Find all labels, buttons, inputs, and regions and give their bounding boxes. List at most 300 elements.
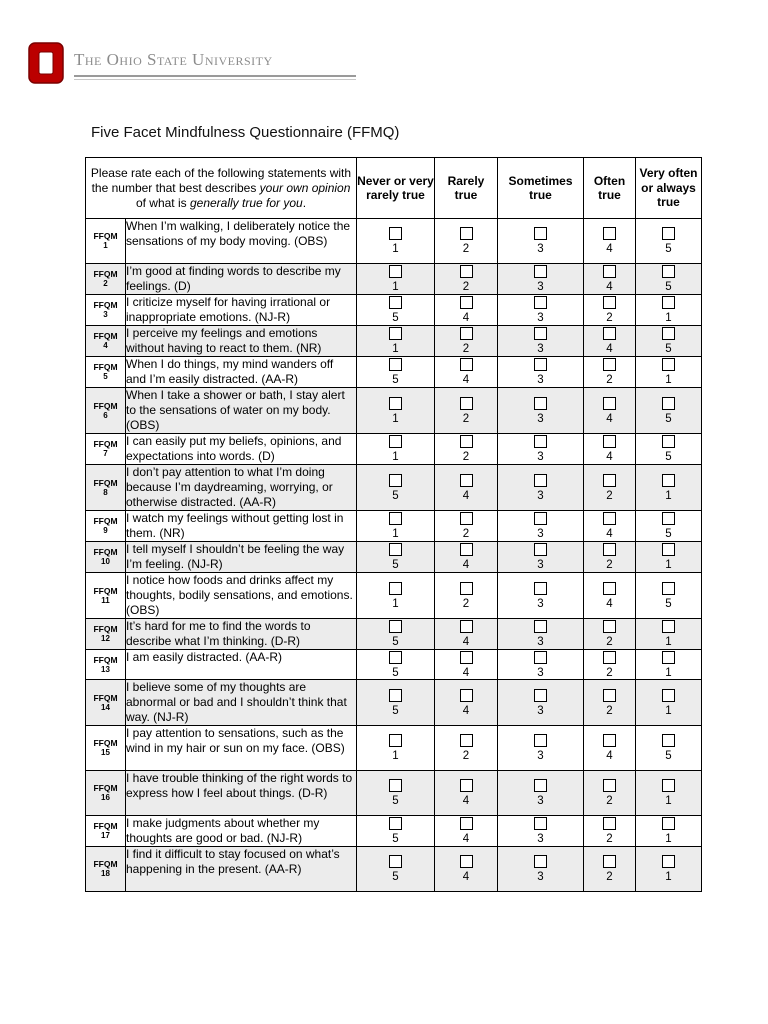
rating-checkbox[interactable] [603,543,616,556]
rating-option [636,816,702,847]
rating-option [435,434,498,465]
rating-checkbox[interactable] [460,855,473,868]
rating-checkbox[interactable] [534,327,547,340]
item-statement: I perceive my feelings and emotions without having to react to them. (NR) [126,326,357,357]
rating-checkbox[interactable] [603,296,616,309]
item-statement: When I take a shower or bath, I stay alert to the sensations of water on my body. (OBS) [126,388,357,434]
rating-checkbox[interactable] [460,620,473,633]
rating-value: 2 [462,281,470,293]
rating-option [636,295,702,326]
rating-value: 1 [665,833,672,845]
rating-checkbox[interactable] [603,397,616,410]
rating-checkbox[interactable] [389,435,402,448]
university-name: The Ohio State University [74,50,273,69]
rating-value: 1 [392,750,399,762]
rating-option [357,219,435,264]
rating-value: 2 [606,833,613,845]
rating-checkbox[interactable] [460,474,473,487]
rating-checkbox[interactable] [460,689,473,702]
rating-option [584,326,636,357]
rating-value: 3 [537,559,544,571]
rating-option [357,542,435,573]
question-row [86,511,702,542]
item-number: 7 [103,449,108,458]
rating-checkbox[interactable] [534,358,547,371]
rating-checkbox[interactable] [662,779,675,792]
rating-checkbox[interactable] [389,227,402,240]
rating-checkbox[interactable] [662,512,675,525]
item-number: 8 [103,487,108,497]
item-code [86,434,126,465]
rating-option [636,619,702,650]
rating-option [636,219,702,264]
rating-checkbox[interactable] [662,620,675,633]
column-header-never: Never or very rarely true [357,158,435,219]
rating-value: 5 [392,795,399,807]
rating-checkbox[interactable] [389,855,402,868]
item-number: 10 [101,557,110,566]
rating-option [357,295,435,326]
rating-option [435,726,498,771]
rating-checkbox[interactable] [662,651,675,664]
rating-value: 1 [392,243,399,255]
rating-checkbox[interactable] [662,543,675,556]
rating-option [498,388,584,434]
rating-checkbox[interactable] [662,296,675,309]
rating-value: 4 [606,343,613,355]
rating-value: 2 [606,312,613,324]
rating-value: 3 [537,750,544,762]
rating-checkbox[interactable] [534,855,547,868]
rating-option [584,771,636,816]
rating-option [584,511,636,542]
item-code-label: FFQM [93,692,118,703]
rating-checkbox[interactable] [460,227,473,240]
item-statement: I make judgments about whether my thoughts are good or bad. (NJ-R) [126,816,357,847]
rating-checkbox[interactable] [460,779,473,792]
rating-option [584,434,636,465]
rating-option [498,619,584,650]
rating-option [357,619,435,650]
item-number: 12 [101,634,110,643]
rating-checkbox[interactable] [389,651,402,664]
rating-value: 4 [462,374,470,386]
rating-checkbox[interactable] [534,435,547,448]
rating-option [435,295,498,326]
rating-value: 3 [537,636,544,648]
rating-option [498,511,584,542]
item-number: 1 [103,241,108,250]
item-code [86,295,126,326]
rating-checkbox[interactable] [389,358,402,371]
question-row [86,264,702,295]
rating-checkbox[interactable] [534,227,547,240]
rating-option [498,326,584,357]
rating-checkbox[interactable] [389,582,402,595]
rating-checkbox[interactable] [534,734,547,747]
rating-value: 3 [537,412,544,425]
rating-option [584,680,636,726]
item-code [86,726,126,771]
rating-value: 2 [462,243,470,255]
rating-value: 2 [606,374,613,386]
rating-value: 3 [537,871,544,883]
rating-option [498,816,584,847]
rating-value: 5 [392,704,399,717]
rating-option [498,434,584,465]
rating-value: 1 [665,636,672,648]
item-number: 11 [101,595,110,605]
rating-option [636,326,702,357]
rating-checkbox[interactable] [389,779,402,792]
header-rule [74,75,356,77]
rating-option [357,816,435,847]
rating-checkbox[interactable] [389,512,402,525]
rating-checkbox[interactable] [389,543,402,556]
rating-option [357,726,435,771]
rating-option [584,573,636,619]
rating-value: 4 [606,528,613,540]
rating-value: 2 [462,412,470,425]
item-code [86,219,126,264]
question-row [86,573,702,619]
rating-option [636,465,702,511]
rating-checkbox[interactable] [603,474,616,487]
rating-value: 2 [606,795,613,807]
rating-option [498,650,584,680]
rating-value: 1 [665,312,672,324]
item-code [86,573,126,619]
item-statement: I pay attention to sensations, such as the wind in my hair or sun on my face. (OBS) [126,726,357,771]
rating-checkbox[interactable] [534,779,547,792]
instructions-emphasis-1: your own opinion [259,180,351,195]
rating-checkbox[interactable] [662,855,675,868]
rating-checkbox[interactable] [389,296,402,309]
rating-value: 2 [462,750,470,762]
rating-option [584,726,636,771]
rating-checkbox[interactable] [603,435,616,448]
item-code-label: FFQM [93,231,118,241]
rating-value: 4 [606,412,613,425]
rating-checkbox[interactable] [534,397,547,410]
rating-value: 4 [462,795,470,807]
rating-checkbox[interactable] [389,265,402,278]
rating-option [636,264,702,295]
item-number: 16 [101,793,110,802]
instructions-text-3: . [302,195,307,210]
rating-option [435,847,498,892]
item-statement: I can easily put my beliefs, opinions, and expectations into words. (D) [126,434,357,465]
rating-option [636,771,702,816]
rating-option [435,680,498,726]
item-code-label: FFQM [93,269,118,279]
rating-checkbox[interactable] [389,620,402,633]
rating-checkbox[interactable] [603,817,616,830]
rating-checkbox[interactable] [603,327,616,340]
rating-value: 2 [606,704,613,717]
rating-checkbox[interactable] [534,512,547,525]
rating-checkbox[interactable] [460,582,473,595]
rating-value: 2 [606,489,613,502]
item-code-label: FFQM [93,516,118,526]
rating-option [636,388,702,434]
rating-checkbox[interactable] [603,855,616,868]
rating-value: 5 [392,636,399,648]
rating-checkbox[interactable] [460,327,473,340]
rating-checkbox[interactable] [534,620,547,633]
item-statement: I have trouble thinking of the right words to express how I feel about things. (D-R) [126,771,357,816]
rating-checkbox[interactable] [389,734,402,747]
rating-value: 3 [537,597,544,610]
item-number: 3 [103,310,108,319]
item-code [86,816,126,847]
item-code [86,465,126,511]
rating-value: 3 [537,281,544,293]
rating-option [498,726,584,771]
item-statement: I am easily distracted. (AA-R) [126,650,357,680]
item-code [86,650,126,680]
rating-value: 4 [462,312,470,324]
question-row [86,816,702,847]
item-number: 5 [103,372,108,381]
item-code [86,388,126,434]
rating-checkbox[interactable] [460,512,473,525]
rating-option [584,619,636,650]
rating-checkbox[interactable] [460,543,473,556]
rating-option [636,542,702,573]
rating-value: 3 [537,528,544,540]
rating-checkbox[interactable] [534,474,547,487]
item-code-label: FFQM [93,624,118,634]
rating-option [435,542,498,573]
question-row [86,847,702,892]
rating-option [498,465,584,511]
rating-checkbox[interactable] [662,358,675,371]
rating-option [498,573,584,619]
rating-option [636,726,702,771]
item-statement: I criticize myself for having irrational or inappropriate emotions. (NJ-R) [126,295,357,326]
question-row [86,465,702,511]
rating-checkbox[interactable] [662,689,675,702]
rating-checkbox[interactable] [389,474,402,487]
rating-value: 1 [392,597,399,610]
rating-checkbox[interactable] [662,734,675,747]
rating-option [435,573,498,619]
rating-checkbox[interactable] [662,265,675,278]
rating-value: 4 [606,281,613,293]
rating-option [498,680,584,726]
rating-value: 2 [462,528,470,540]
item-statement: I find it difficult to stay focused on what’s happening in the present. (AA-R) [126,847,357,892]
rating-checkbox[interactable] [389,397,402,410]
rating-option [357,847,435,892]
column-header-sometimes: Sometimes true [498,158,584,219]
question-row [86,771,702,816]
rating-value: 3 [537,312,544,324]
item-code [86,357,126,388]
rating-value: 4 [462,833,470,845]
rating-checkbox[interactable] [460,734,473,747]
rating-checkbox[interactable] [534,296,547,309]
rating-option [435,816,498,847]
rating-value: 5 [665,412,672,425]
rating-value: 2 [606,871,613,883]
rating-value: 3 [537,833,544,845]
rating-value: 2 [462,451,470,463]
rating-checkbox[interactable] [603,620,616,633]
rating-option [435,219,498,264]
rating-option [498,771,584,816]
rating-checkbox[interactable] [603,227,616,240]
item-statement: I watch my feelings without getting lost in them. (NR) [126,511,357,542]
rating-checkbox[interactable] [662,227,675,240]
rating-value: 4 [606,451,613,463]
rating-option [498,219,584,264]
item-statement: I believe some of my thoughts are abnormal or bad and I shouldn’t think that way. (NJ-R) [126,680,357,726]
rating-option [584,219,636,264]
rating-option [584,650,636,680]
item-code [86,771,126,816]
rating-checkbox[interactable] [534,817,547,830]
instructions-emphasis-2: generally true for you [189,195,303,210]
rating-value: 5 [665,750,672,762]
rating-checkbox[interactable] [389,817,402,830]
rating-option [435,357,498,388]
item-code [86,542,126,573]
rating-option [636,650,702,680]
rating-value: 3 [537,795,544,807]
item-code-label: FFQM [93,783,118,793]
rating-checkbox[interactable] [603,265,616,278]
rating-option [636,511,702,542]
rating-checkbox[interactable] [460,296,473,309]
item-statement: When I do things, my mind wanders off and I’m easily distracted. (AA-R) [126,357,357,388]
rating-checkbox[interactable] [662,474,675,487]
rating-checkbox[interactable] [603,582,616,595]
rating-option [584,847,636,892]
rating-option [357,326,435,357]
rating-checkbox[interactable] [389,689,402,702]
item-number: 6 [103,410,108,420]
rating-value: 5 [392,559,399,571]
rating-checkbox[interactable] [534,689,547,702]
item-statement: When I’m walking, I deliberately notice the sensations of my body moving. (OBS) [126,219,357,264]
rating-checkbox[interactable] [603,512,616,525]
item-code-label: FFQM [93,859,118,869]
rating-checkbox[interactable] [534,651,547,664]
rating-value: 4 [462,666,470,679]
rating-checkbox[interactable] [603,358,616,371]
rating-value: 5 [392,312,399,324]
rating-checkbox[interactable] [389,327,402,340]
rating-option [357,650,435,680]
rating-checkbox[interactable] [662,582,675,595]
item-number: 14 [101,702,110,712]
rating-checkbox[interactable] [603,734,616,747]
rating-value: 2 [606,666,613,679]
rating-value: 1 [392,451,399,463]
item-statement: I don’t pay attention to what I’m doing because I’m daydreaming, worrying, or otherwise distracted. (AA-R) [126,465,357,511]
rating-checkbox[interactable] [662,817,675,830]
item-number: 13 [101,664,110,674]
rating-checkbox[interactable] [460,817,473,830]
rating-value: 4 [462,559,470,571]
rating-value: 5 [392,374,399,386]
rating-checkbox[interactable] [534,543,547,556]
rating-option [357,388,435,434]
rating-value: 1 [392,343,399,355]
rating-value: 5 [665,597,672,610]
rating-value: 3 [537,374,544,386]
rating-option [435,650,498,680]
rating-option [584,264,636,295]
item-code-label: FFQM [93,362,118,372]
rating-option [435,326,498,357]
item-code [86,511,126,542]
rating-checkbox[interactable] [662,397,675,410]
rating-value: 4 [462,636,470,648]
rating-value: 3 [537,489,544,502]
rating-value: 5 [392,666,399,679]
rating-checkbox[interactable] [460,651,473,664]
item-code [86,264,126,295]
item-code [86,619,126,650]
rating-checkbox[interactable] [460,397,473,410]
rating-option [636,847,702,892]
rating-value: 5 [665,343,672,355]
rating-value: 5 [665,243,672,255]
rating-option [584,357,636,388]
question-row [86,680,702,726]
rating-option [498,847,584,892]
item-number: 4 [103,341,108,350]
rating-checkbox[interactable] [662,327,675,340]
question-row [86,434,702,465]
rating-checkbox[interactable] [603,689,616,702]
rating-checkbox[interactable] [460,358,473,371]
rating-value: 2 [606,636,613,648]
rating-checkbox[interactable] [534,265,547,278]
item-number: 15 [101,748,110,757]
rating-option [357,573,435,619]
item-code-label: FFQM [93,547,118,557]
rating-value: 1 [665,704,672,717]
rating-value: 1 [665,795,672,807]
item-code [86,680,126,726]
item-number: 17 [101,831,110,840]
rating-option [584,816,636,847]
rating-checkbox[interactable] [460,265,473,278]
item-code-label: FFQM [93,585,118,596]
rating-checkbox[interactable] [603,651,616,664]
rating-value: 5 [665,451,672,463]
item-statement: I’m good at finding words to describe my feelings. (D) [126,264,357,295]
rating-value: 1 [392,412,399,425]
header-rule-thin [74,79,356,80]
rating-checkbox[interactable] [534,582,547,595]
rating-option [636,680,702,726]
item-code-label: FFQM [93,654,118,665]
rating-option [435,264,498,295]
item-code-label: FFQM [93,439,118,449]
instructions [86,158,357,219]
rating-checkbox[interactable] [460,435,473,448]
rating-value: 5 [665,528,672,540]
rating-checkbox[interactable] [603,779,616,792]
rating-option [636,434,702,465]
rating-option [498,357,584,388]
rating-checkbox[interactable] [662,435,675,448]
